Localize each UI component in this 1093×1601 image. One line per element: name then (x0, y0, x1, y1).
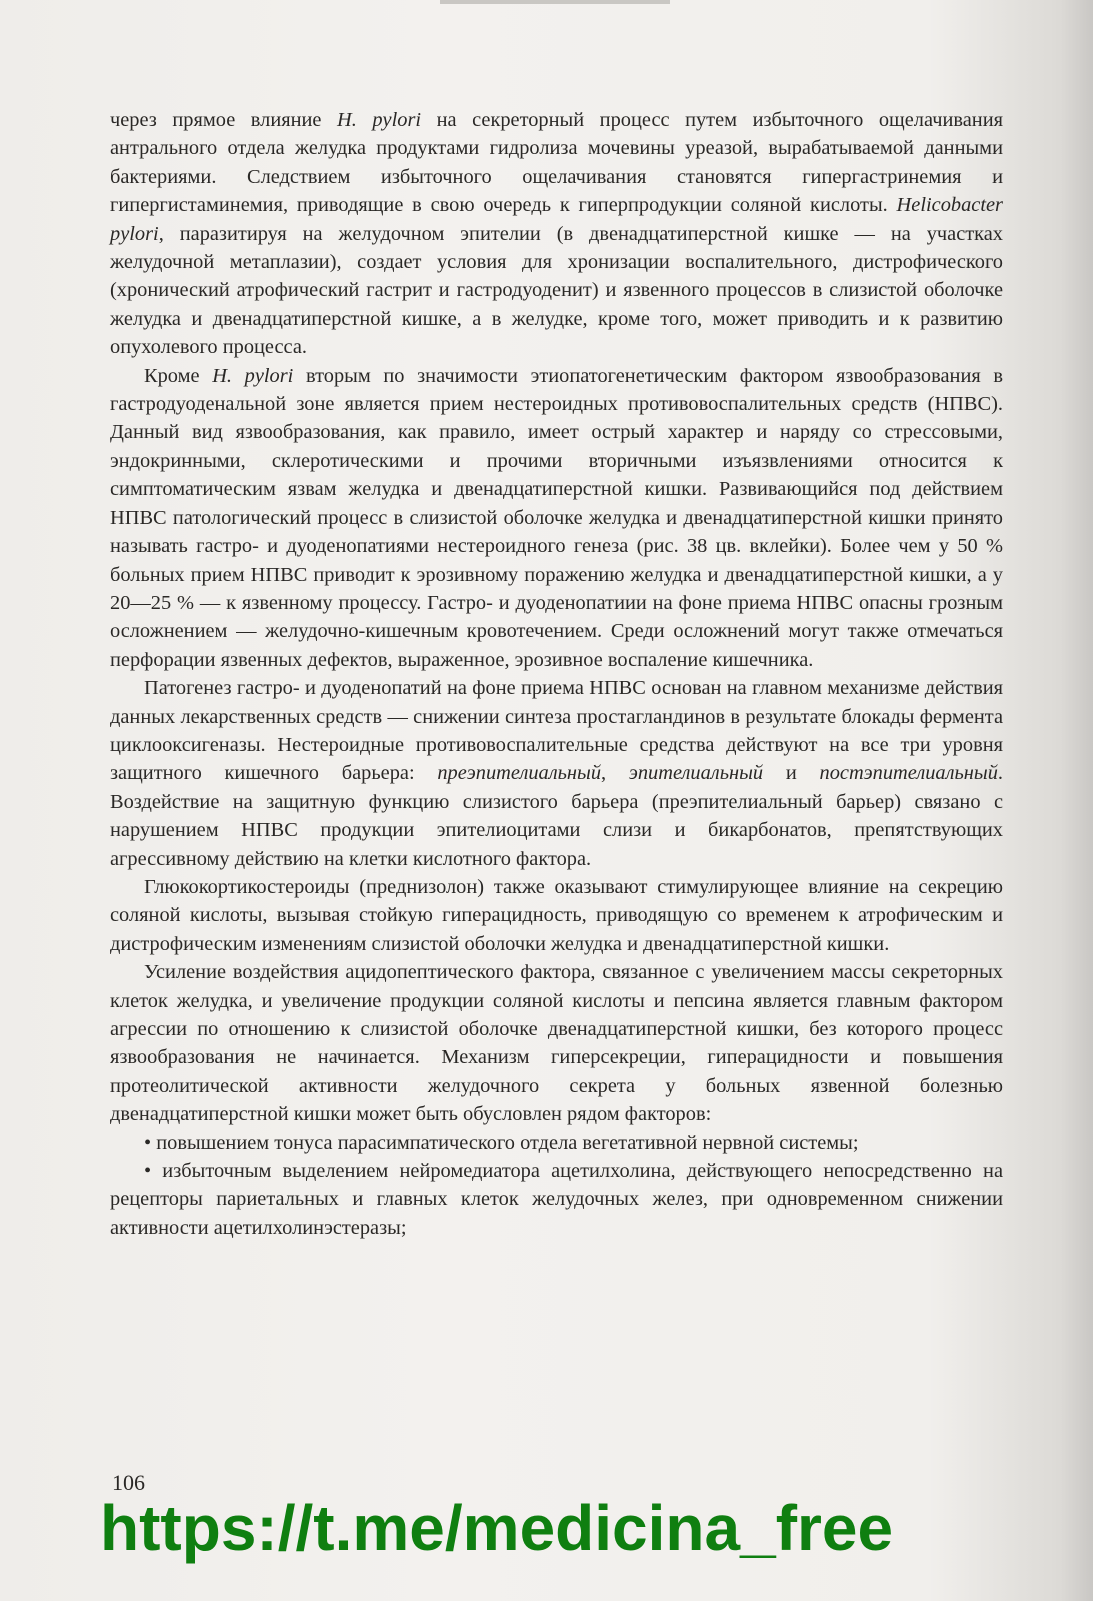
text-run: на секреторный процесс путем избыточного ощелачивания антрального отдела желудка продуктами гидролиза мочевины уреазой, вырабатываемой данными бактериями. Следствием избыточного ощелачивания становятся гипергастринемия и гипергистаминемия, приводящие в свою очередь к гиперпродукции соляной кислоты. (110, 109, 1003, 217)
page-number: 106 (112, 1470, 145, 1495)
text-run: , (601, 762, 629, 785)
text-run: и (763, 762, 820, 785)
text-run: через прямое влияние (110, 109, 338, 131)
text-run: Патогенез гастро- и дуоденопатий на фоне приема НПВС основан на главном механизме действия данных лекарственных средств — снижении синтеза простагландинов в результате блокады фермента циклооксигеназы. Нестероидные противовоспалительные средства действуют на все три уровня защитного кишечного барьера: (110, 677, 1003, 785)
text-run: Усиление воздействия ацидопептического фактора, связанное с увеличением массы секреторных клеток желудка, и увеличение продукции соляной кислоты и пепсина является главным фактором агрессии по отношению к слизистой оболочке двенадцатиперстной кишки, без которого процесс язвообразования не начинается. Механизм гиперсекреции, гиперацидности и повышения протеолитической активности желудочного секрета у больных язвенной болезнью двенадцатиперстной кишки может быть обусловлен рядом факторов: (110, 961, 1003, 1126)
italic-term: Helicobacter pylori (110, 194, 1003, 245)
text-run: • повышением тонуса парасимпатического отдела вегетативной нервной системы; (144, 1131, 859, 1154)
text-run: Кроме (144, 364, 213, 387)
italic-term: H. pylori (212, 364, 294, 387)
paragraph (110, 674, 1003, 873)
header-rule (440, 0, 670, 4)
text-run: • избыточным выделением нейромедиатора ацетилхолина, действующего непосредственно на рецепторы париетальных и главных клеток желудочных желез, при одновременном снижении активности ацетилхолинэстеразы; (110, 1160, 1003, 1239)
text-run: Глюкокортикостероиды (преднизолон) также оказывают стимулирующее влияние на секрецию соляной кислоты, вызывая стойкую гиперацидность, приводящую со временем к атрофическим и дистрофическим изменениям слизистой оболочки желудка и двенадцатиперстной кишки. (110, 875, 1003, 955)
text-run: , паразитируя на желудочном эпителии (в двенадцатиперстной кишке — на участках желудочной метаплазии), создает условия для хронизации воспалительного, дистрофического (хронический атрофический гастрит и гастродуоденит) и язвенного процессов в слизистой оболочке желудка и двенадцатиперстной кишке, а в желудке, кроме того, может приводить и к развитию опухолевого процесса. (110, 222, 1003, 359)
body-text (110, 106, 1003, 1242)
text-run: . Воздействие на защитную функцию слизистого барьера (преэпителиальный барьер) связано с нарушением НПВС продукции эпителиоцитами слизи и бикарбонатов, препятствующих агрессивному действию на клетки кислотного фактора. (110, 762, 1003, 870)
paragraph (110, 106, 1003, 362)
telegram-link[interactable]: https://t.me/medicina_free (100, 1492, 894, 1564)
text-run: вторым по значимости этиопатогенетическим фактором язвообразования в гастродуоденальной зоне является прием нестероидных противовоспалительных средств (НПВС). Данный вид язвообразования, как правило, имеет острый характер и наряду со стрессовыми, эндокринными, склеротическими и прочими вторичными изъязвлениями относится к симптоматическим язвам желудка и двенадцатиперстной кишки. Развивающийся под действием НПВС патологический процесс в слизистой оболочке желудка и двенадцатиперстной кишки принято называть гастро- и дуоденопатиями нестероидного генеза (рис. 38 цв. вклейки). Более чем у 50 % больных прием НПВС приводит к эрозивному поражению желудка и двенадцатиперстной кишки, а у 20—25 % — к язвенному процессу. Гастро- и дуоденопатиии на фоне приема НПВС опасны грозным осложнением — желудочно-кишечным кровотечением. Среди осложнений могут также отмечаться перфорации язвенных дефектов, выраженное, эрозивное воспаление кишечника. (110, 364, 1003, 671)
paragraph (110, 362, 1003, 674)
italic-term: постэпителиальный (819, 762, 998, 785)
paragraph (110, 958, 1003, 1128)
italic-term: H. pylori (337, 109, 422, 131)
paragraph (110, 873, 1003, 958)
italic-term: эпителиальный (628, 762, 764, 785)
bullet-item (110, 1129, 1003, 1157)
italic-term: преэпителиальный (437, 762, 602, 785)
bullet-item (110, 1157, 1003, 1242)
